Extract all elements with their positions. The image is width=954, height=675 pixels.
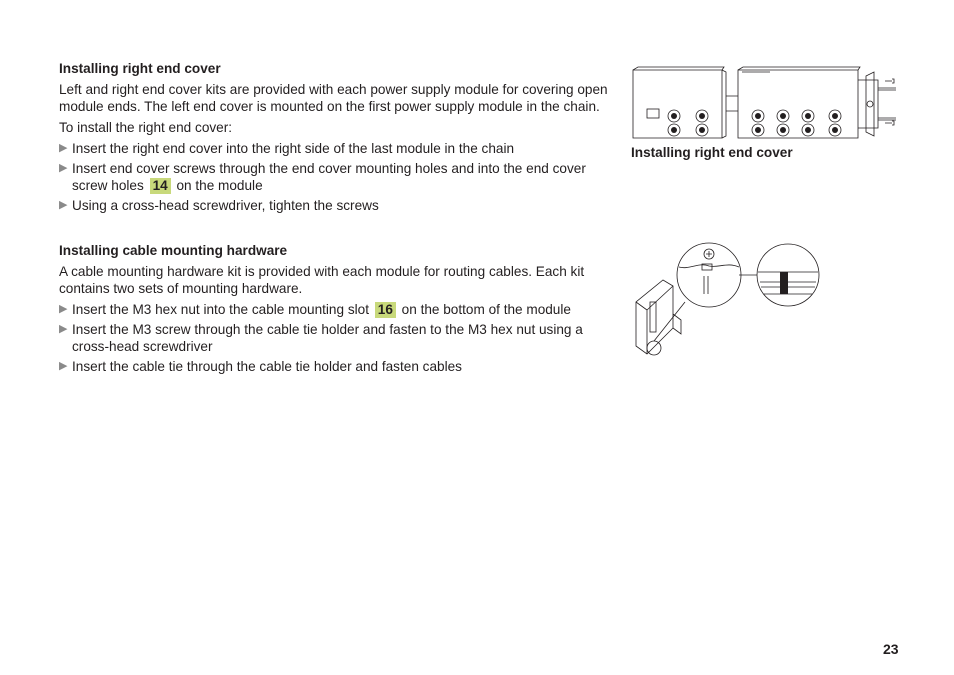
bullet-arrow-icon: ▶ — [59, 199, 68, 211]
bullet-arrow-icon: ▶ — [59, 142, 68, 154]
cable-mounting-illustration — [633, 242, 823, 357]
callout-badge: 14 — [150, 178, 171, 194]
bullet-arrow-icon: ▶ — [59, 162, 68, 174]
step-item — [59, 301, 614, 318]
step-text: Using a cross-head screwdriver, tighten the screws — [72, 198, 379, 213]
step-item — [59, 140, 614, 157]
end-cover-illustration — [630, 66, 900, 142]
step-item — [59, 160, 614, 194]
intro-paragraph: A cable mounting hardware kit is provided with each module for routing cables. Each kit contains two sets of mounting hardware. — [59, 264, 585, 296]
section-heading: Installing right end cover — [59, 61, 221, 76]
step-text: on the module — [176, 178, 263, 193]
step-text: Insert the right end cover into the right side of the last module in the chain — [72, 141, 515, 156]
section-heading: Installing cable mounting hardware — [59, 243, 288, 258]
section-cable-hardware — [59, 242, 614, 378]
lead-paragraph: To install the right end cover: — [59, 120, 233, 135]
bullet-arrow-icon: ▶ — [59, 360, 68, 372]
bullet-arrow-icon: ▶ — [59, 323, 68, 335]
step-item — [59, 197, 614, 214]
callout-badge: 16 — [375, 302, 396, 318]
step-item — [59, 321, 614, 355]
step-text: Insert the M3 screw through the cable tie holder and fasten to the M3 hex nut using a cross-head screwdriver — [72, 322, 583, 354]
figure-caption: Installing right end cover — [631, 145, 793, 160]
step-text: Insert the M3 hex nut into the cable mounting slot — [72, 302, 369, 317]
section-right-end-cover — [59, 60, 614, 217]
intro-paragraph: Left and right end cover kits are provided with each power supply module for covering open module ends. The left end cover is mounted on the first power supply module in the chain. — [59, 82, 608, 114]
step-text: Insert end cover screws through the end cover mounting holes and into the end cover screw holes — [72, 161, 586, 193]
step-text: Insert the cable tie through the cable tie holder and fasten cables — [72, 359, 462, 374]
bullet-arrow-icon: ▶ — [59, 303, 68, 315]
page-number: 23 — [883, 641, 899, 657]
step-text: on the bottom of the module — [401, 302, 571, 317]
step-item — [59, 358, 614, 375]
